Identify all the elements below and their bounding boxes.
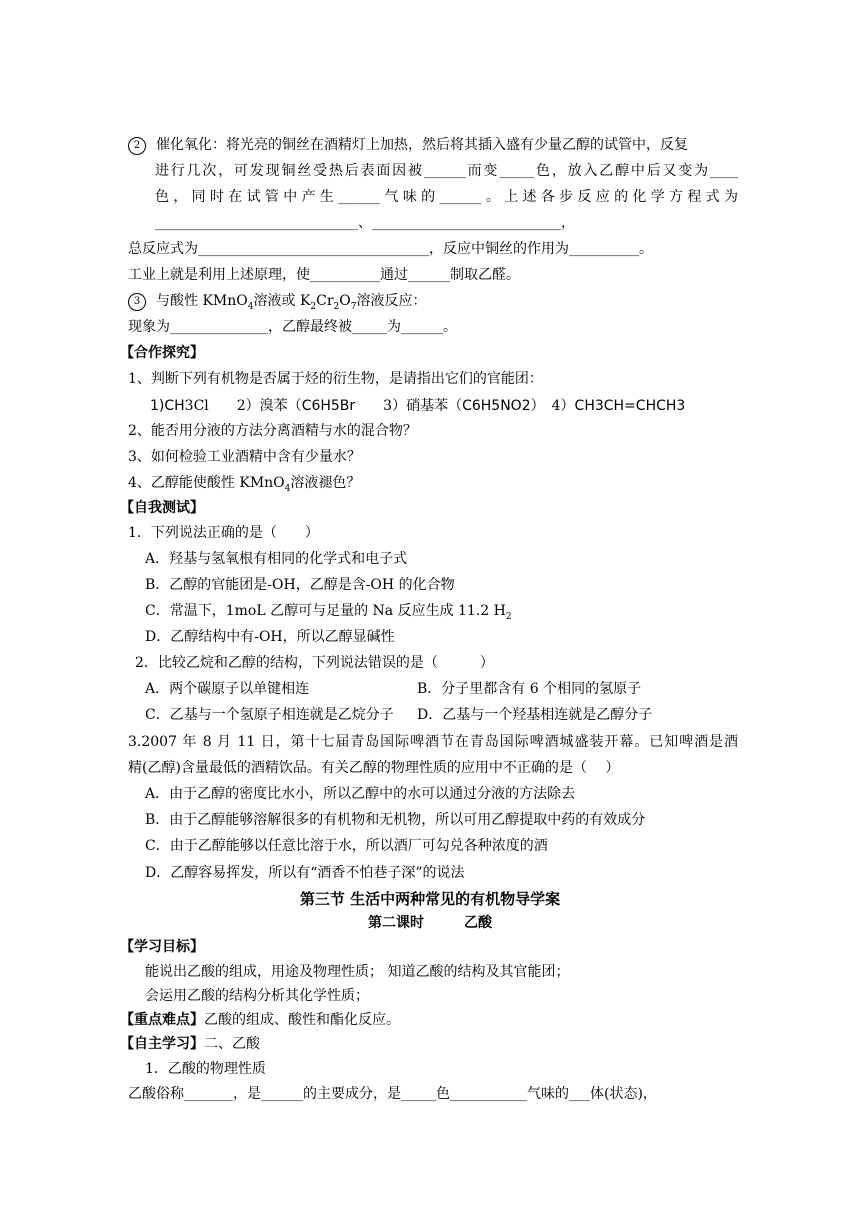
coop-q4: 4、乙醇能使酸性 KMnO$_4$溶液褪色？ (128, 475, 361, 494)
self-study-line: 【自主学习】二、乙酸 (120, 1036, 260, 1052)
test-q1-b: B．乙醇的官能团是-OH，乙醇是含-OH 的化合物 (145, 577, 455, 593)
circled-number-2: 2 (128, 137, 146, 155)
test-q1: 1．下列说法正确的是（ ） (128, 525, 319, 541)
test-q3-line-1: 3.2007 年 8 月 11 日，第十七届青岛国际啤酒节在青岛国际啤酒城盛装开幕。已知啤酒是酒 (128, 734, 738, 750)
test-q2-ab: A．两个碳原子以单键相连 B．分子里都含有 6 个相同的氢原子 (145, 681, 642, 697)
test-q3-d: D．乙醇容易挥发，所以有“酒香不怕巷子深”的说法 (145, 865, 465, 881)
coop-q3: 3、如何检验工业酒精中含有少量水？ (128, 449, 361, 465)
industry-line: 工业上就是利用上述原理，使__________通过______制取乙醛。 (128, 267, 520, 283)
test-q1-d: D．乙醇结构中有-OH，所以乙醇显碱性 (145, 629, 395, 645)
item-3-line-2: 现象为______________，乙醇最终被_____为______。 (128, 319, 457, 335)
circled-number-3: 3 (128, 293, 146, 311)
test-q2-cd: C．乙基与一个氢原子相连就是乙烷分子 D．乙基与一个羟基相连就是乙醇分子 (145, 707, 653, 723)
item-2-line-3: 色，同时在试管中产生______气味的______。上述各步反应的化学方程式为 (155, 189, 738, 205)
test-q1-a: A．羟基与氢氧根有相同的化学式和电子式 (145, 551, 408, 567)
test-q2: 2．比较乙烷和乙醇的结构，下列说法错误的是（ ） (135, 655, 494, 671)
page-subtitle: 第二课时 乙酸 (368, 915, 492, 931)
coop-q1-options: 1)CH3Cl 2）溴苯（C6H5Br 3）硝基苯（C6H5NO2） 4）CH3CH=CHCH3 (150, 398, 686, 414)
goals-line-2: 会运用乙酸的结构分析其化学性质； (145, 988, 369, 1004)
item-2-line-1: 2 催化氧化：将光亮的铜丝在酒精灯上加热，然后将其插入盛有少量乙醇的试管中，反复 (128, 134, 738, 156)
test-q3-c: C．由于乙醇能够以任意比溶于水，所以酒厂可勾兑各种浓度的酒 (145, 838, 548, 854)
item-2-line-4: _____________________________、___________________________， (155, 215, 575, 231)
physical-props-line: 乙酸俗称_______，是______的主要成分，是_____色___________气味的___体(状态)， (128, 1086, 657, 1102)
test-q3-b: B．由于乙醇能够溶解很多的有机物和无机物，所以可用乙醇提取中药的有效成分 (145, 812, 646, 828)
section-heading-self-test: 【自我测试】 (120, 500, 204, 516)
physical-props-heading: 1．乙酸的物理性质 (145, 1061, 266, 1077)
test-q1-c: C．常温下，1moL 乙醇可与足量的 Na 反应生成 11.2 $H_2$ (145, 603, 512, 622)
section-heading-cooperation: 【合作探究】 (120, 345, 204, 361)
section-heading-goals: 【学习目标】 (120, 939, 204, 955)
coop-q1: 1、判断下列有机物是否属于烃的衍生物，是请指出它们的官能团： (128, 371, 543, 387)
page-title: 第三节 生活中两种常见的有机物导学案 (299, 890, 561, 908)
coop-q2: 2、能否用分液的方法分离酒精与水的混合物？ (128, 423, 417, 439)
item-2-line-5: 总反应式为_________________________________，反应中铜丝的作用为__________。 (128, 241, 653, 257)
key-points-line: 【重点难点】乙酸的组成、酸性和酯化反应。 (120, 1012, 400, 1028)
goals-line-1: 能说出乙酸的组成，用途及物理性质； 知道乙酸的结构及其官能团； (145, 964, 570, 980)
item-2-line-2: 进行几次，可发现铜丝受热后表面因被______而变_____色，放入乙醇中后又变为____ (155, 163, 738, 179)
item-3-line-1: 3 与酸性 KMnO$_4$溶液或 $K_2Cr_2O_7$溶液反应： (128, 290, 738, 312)
test-q3-line-2: 精(乙醇)含量最低的酒精饮品。有关乙醇的物理性质的应用中不正确的是（ ） (128, 760, 620, 776)
test-q3-a: A．由于乙醇的密度比水小，所以乙醇中的水可以通过分液的方法除去 (145, 786, 576, 802)
